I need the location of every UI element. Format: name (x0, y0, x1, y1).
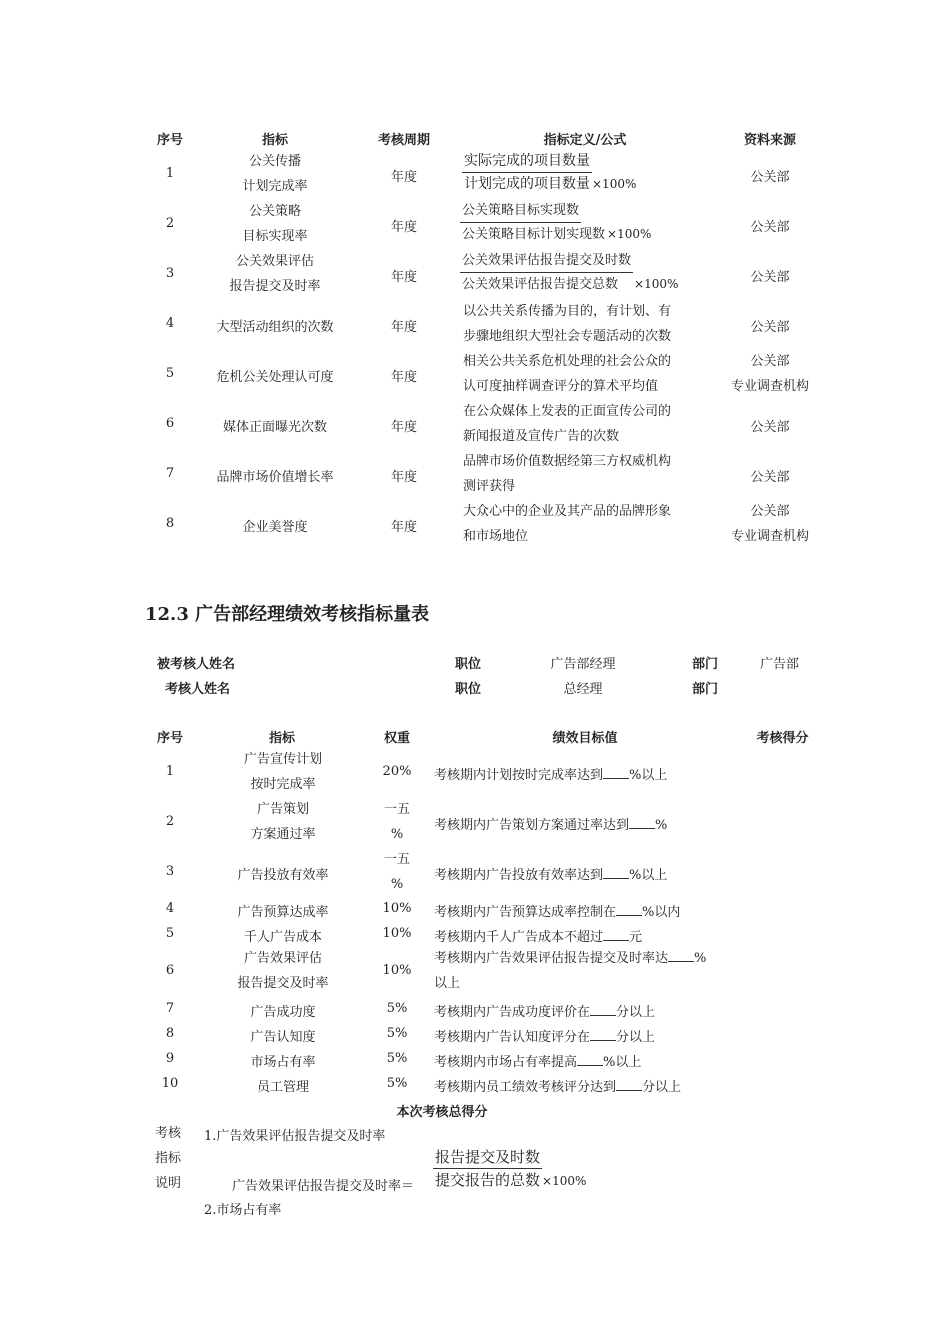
formula-fraction: 报告提交及时数 提交报告的总数 ×100% (435, 1148, 587, 1189)
t1-row5-no: 5 (165, 366, 175, 381)
t2-row4-target: 考核期内广告预算达成率控制在 %以内 (434, 905, 681, 920)
t2-row5-target: 考核期内千人广告成本不超过 元 (434, 930, 643, 945)
t1-row4-period: 年度 (390, 320, 417, 335)
t2-row10-weight: 5% (386, 1076, 408, 1091)
position-label-2: 职位 (455, 682, 482, 697)
t2-row9-target: 考核期内市场占有率提高 %以上 (434, 1055, 642, 1070)
t2-row1-indicator: 广告宣传计划 按时完成率 (243, 752, 322, 792)
section-title: 12.3 广告部经理绩效考核指标量表 (145, 604, 430, 625)
t1-row4-source: 公关部 (750, 320, 790, 335)
t2-row6-indicator: 广告效果评估 报告提交及时率 (237, 951, 329, 991)
t2-row2-target: 考核期内广告策划方案通过率达到 % (434, 818, 668, 833)
position-value-1: 广告部经理 (550, 657, 616, 672)
t2-row10-indicator: 员工管理 (256, 1080, 309, 1095)
notes-label: 考核 指标 说明 (155, 1126, 182, 1191)
t2-header-weight: 权重 (383, 731, 410, 746)
t1-row5-period: 年度 (390, 370, 417, 385)
t1-row3-no: 3 (165, 266, 175, 281)
t1-row1-formula: 实际完成的项目数量 计划完成的项目数量 ×100% (462, 150, 636, 195)
t1-row6-period: 年度 (390, 420, 417, 435)
total-score-label: 本次考核总得分 (396, 1105, 488, 1120)
dept-value-1: 广告部 (760, 657, 800, 672)
t1-row4-definition: 以公共关系传播为目的，有计划、有 步骤地组织大型社会专题活动的次数 (463, 304, 672, 344)
t2-row8-target: 考核期内广告认知度评分在 分以上 (434, 1030, 656, 1045)
t1-row7-period: 年度 (390, 470, 417, 485)
t2-row7-no: 7 (165, 1001, 175, 1016)
position-label-1: 职位 (455, 657, 482, 672)
t1-row8-source: 公关部 专业调查机构 (730, 504, 809, 544)
t1-row6-indicator: 媒体正面曝光次数 (222, 420, 327, 435)
t1-row2-indicator: 公关策略 目标实现率 (242, 204, 308, 244)
t1-row1-source: 公关部 (750, 170, 790, 185)
t2-row9-weight: 5% (386, 1051, 408, 1066)
t1-header-definition: 指标定义/公式 (543, 133, 627, 148)
t2-row2-no: 2 (165, 814, 175, 829)
t2-row2-indicator: 广告策划 方案通过率 (250, 802, 316, 842)
t1-row1-no: 1 (165, 166, 175, 181)
t2-row4-weight: 10% (382, 901, 412, 916)
t1-row7-definition: 品牌市场价值数据经第三方权威机构 测评获得 (463, 454, 672, 494)
t1-row4-indicator: 大型活动组织的次数 (216, 320, 334, 335)
notes-item1: 1.广告效果评估报告提交及时率 (204, 1129, 386, 1144)
t2-row1-target: 考核期内计划按时完成率达到 %以上 (434, 768, 668, 783)
t1-row3-period: 年度 (390, 270, 417, 285)
t2-row4-indicator: 广告预算达成率 (237, 905, 329, 920)
t2-header-score: 考核得分 (756, 731, 809, 746)
t1-row3-formula: 公关效果评估报告提交及时数 公关效果评估报告提交总数 ×100% (460, 250, 678, 296)
t1-row2-formula: 公关策略目标实现数 公关策略目标计划实现数 ×100% (460, 200, 651, 246)
t2-row7-weight: 5% (386, 1001, 408, 1016)
t2-row5-indicator: 千人广告成本 (243, 930, 322, 945)
t1-row6-definition: 在公众媒体上发表的正面宣传公司的 新闻报道及宣传广告的次数 (463, 404, 672, 444)
formula-lhs: 广告效果评估报告提交及时率＝ (232, 1179, 415, 1194)
dept-label-1: 部门 (692, 657, 719, 672)
t2-row1-no: 1 (165, 764, 175, 779)
t1-row7-no: 7 (165, 466, 175, 481)
t2-row8-no: 8 (165, 1026, 175, 1041)
t2-header-indicator: 指标 (268, 731, 295, 746)
t1-row5-definition: 相关公共关系危机处理的社会公众的 认可度抽样调查评分的算术平均值 (463, 354, 672, 394)
evaluatee-label: 被考核人姓名 (157, 657, 236, 672)
t2-row7-indicator: 广告成功度 (250, 1005, 316, 1020)
t1-row2-no: 2 (165, 216, 175, 231)
t2-row2-weight: 一五 % (383, 802, 410, 842)
t1-row2-period: 年度 (390, 220, 417, 235)
t1-row5-indicator: 危机公关处理认可度 (216, 370, 334, 385)
t1-row7-indicator: 品牌市场价值增长率 (216, 470, 334, 485)
t1-row3-source: 公关部 (750, 270, 790, 285)
t1-row8-period: 年度 (390, 520, 417, 535)
t2-row9-no: 9 (165, 1051, 175, 1066)
t1-row8-no: 8 (165, 516, 175, 531)
t1-row1-period: 年度 (390, 170, 417, 185)
t1-header-period: 考核周期 (377, 133, 430, 148)
t1-row8-definition: 大众心中的企业及其产品的品牌形象 和市场地位 (463, 504, 672, 544)
t2-row8-indicator: 广告认知度 (250, 1030, 316, 1045)
t1-header-no: 序号 (156, 133, 183, 148)
t2-row7-target: 考核期内广告成功度评价在 分以上 (434, 1005, 656, 1020)
dept-label-2: 部门 (692, 682, 719, 697)
t2-row5-weight: 10% (382, 926, 412, 941)
t2-header-no: 序号 (156, 731, 183, 746)
notes-item2: 2.市场占有率 (204, 1203, 282, 1218)
position-value-2: 总经理 (563, 682, 603, 697)
t2-row6-no: 6 (165, 963, 175, 978)
t2-row1-weight: 20% (382, 764, 412, 779)
t1-row8-indicator: 企业美誉度 (242, 520, 308, 535)
t2-row3-weight: 一五 % (383, 852, 410, 892)
t1-header-source: 资料来源 (743, 133, 796, 148)
t1-row6-no: 6 (165, 416, 175, 431)
t2-row10-no: 10 (161, 1076, 179, 1091)
t1-row3-indicator: 公关效果评估 报告提交及时率 (229, 254, 321, 294)
t2-header-target: 绩效目标值 (552, 731, 618, 746)
t2-row8-weight: 5% (386, 1026, 408, 1041)
t2-row3-target: 考核期内广告投放有效率达到 %以上 (434, 868, 668, 883)
t1-row4-no: 4 (165, 316, 175, 331)
t2-row3-no: 3 (165, 864, 175, 879)
t1-row7-source: 公关部 (750, 470, 790, 485)
t2-row3-indicator: 广告投放有效率 (237, 868, 329, 883)
evaluator-label: 考核人姓名 (165, 682, 231, 697)
t1-row5-source: 公关部 专业调查机构 (730, 354, 809, 394)
t1-row2-source: 公关部 (750, 220, 790, 235)
t2-row9-indicator: 市场占有率 (250, 1055, 316, 1070)
t2-row4-no: 4 (165, 901, 175, 916)
t1-header-indicator: 指标 (261, 133, 288, 148)
t2-row10-target: 考核期内员工绩效考核评分达到 分以上 (434, 1080, 682, 1095)
t1-row1-indicator: 公关传播 计划完成率 (242, 154, 308, 194)
t1-row6-source: 公关部 (750, 420, 790, 435)
t2-row5-no: 5 (165, 926, 175, 941)
t2-row6-weight: 10% (382, 963, 412, 978)
t2-row6-target: 考核期内广告效果评估报告提交及时率达 % 以上 (434, 951, 707, 991)
